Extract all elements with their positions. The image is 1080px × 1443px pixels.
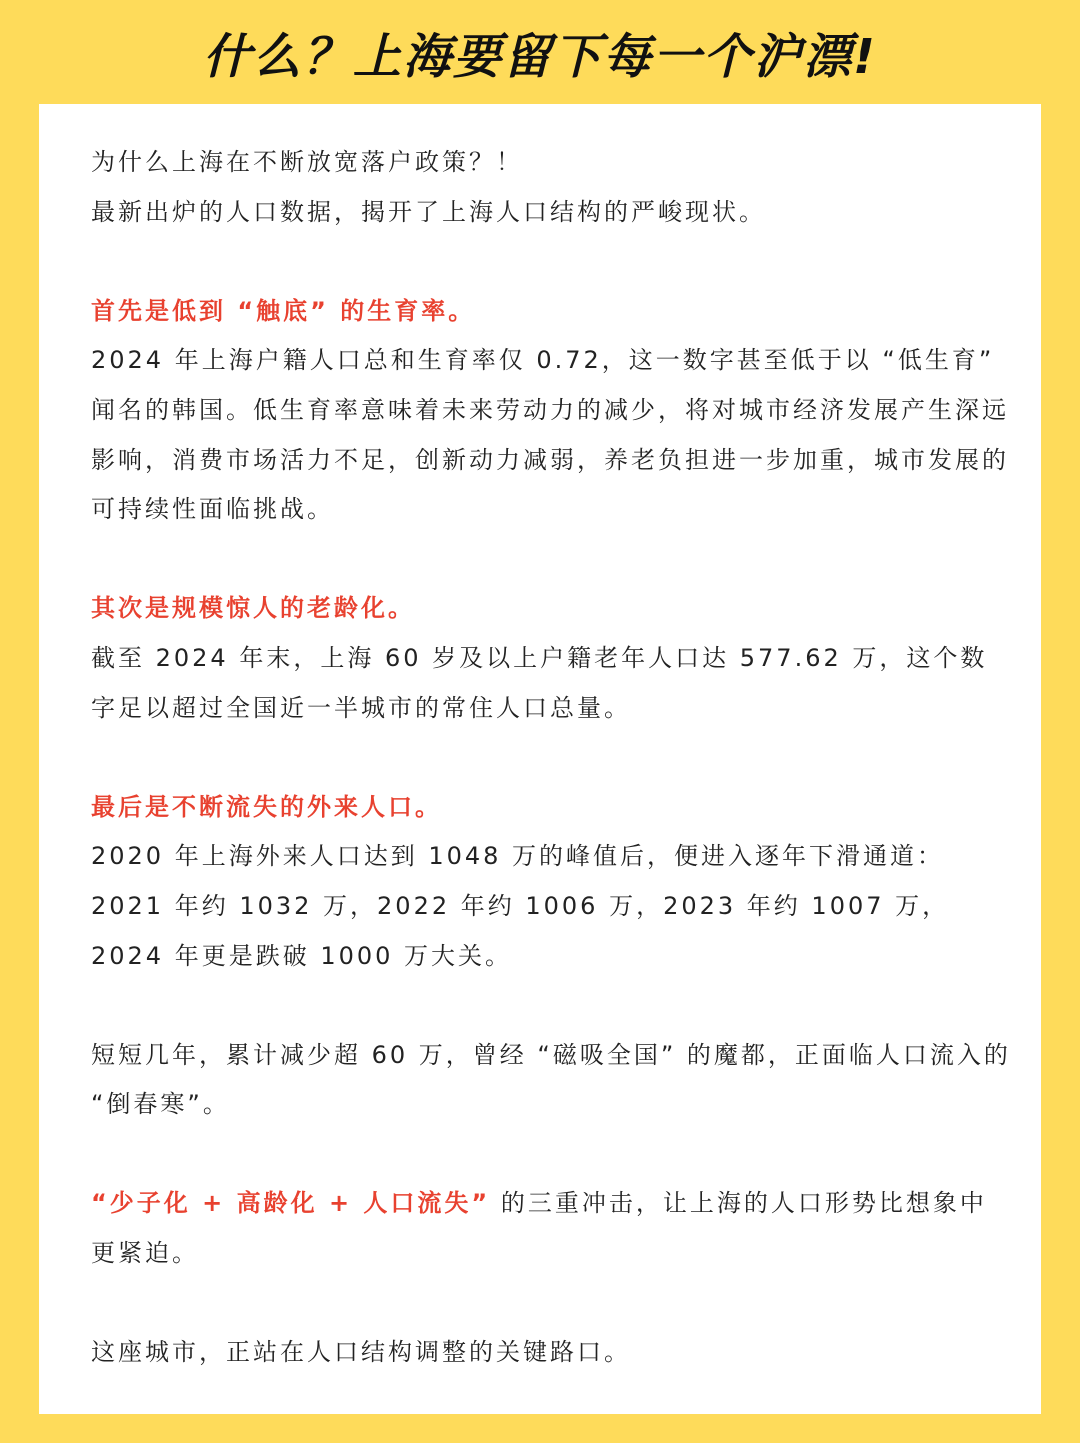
summary-paragraph-1: 短短几年，累计减少超 60 万，曾经 “磁吸全国” 的魔都，正面临人口流入的 “倒春寒”。: [91, 1040, 1011, 1119]
section-2-heading: 其次是规模惊人的老龄化。: [91, 594, 415, 623]
article-body: [91, 138, 1011, 1378]
page-title: 什么？上海要留下每一个沪漂!: [203, 29, 877, 85]
spacer: [91, 237, 1011, 287]
spacer: [91, 535, 1011, 585]
section-3-heading: 最后是不断流失的外来人口。: [91, 792, 442, 821]
section-1-heading: 首先是低到 “触底” 的生育率。: [91, 296, 476, 325]
content-card: [39, 104, 1041, 1414]
summary-highlight: “少子化 + 高龄化 + 人口流失”: [91, 1189, 491, 1218]
spacer: [91, 1279, 1011, 1329]
spacer: [91, 733, 1011, 783]
section-3-body: 2020 年上海外来人口达到 1048 万的峰值后，便进入逐年下滑通道：2021 年约 1032 万，2022 年约 1006 万，2023 年约 1007 万，2024 年更是跌破 1000 万大关。: [91, 842, 950, 970]
intro-line-2: 最新出炉的人口数据，揭开了上海人口结构的严峻现状。: [91, 197, 766, 226]
summary-paragraph-2: [91, 1179, 1011, 1278]
section-1-body: 2024 年上海户籍人口总和生育率仅 0.72，这一数字甚至低于以 “低生育” 闻名的韩国。低生育率意味着未来劳动力的减少，将对城市经济发展产生深远影响，消费市场活力不足，创新动力减弱，养老负担进一步加重，城市发展的可持续性面临挑战。: [91, 346, 1009, 524]
spacer: [91, 981, 1011, 1031]
spacer: [91, 1130, 1011, 1180]
closing-line: 这座城市，正站在人口结构调整的关键路口。: [91, 1338, 631, 1367]
section-2-body: 截至 2024 年末，上海 60 岁及以上户籍老年人口达 577.62 万，这个数字足以超过全国近一半城市的常住人口总量。: [91, 643, 988, 722]
intro-line-1: 为什么上海在不断放宽落户政策？！: [91, 148, 523, 176]
summary-rest: 的三重冲击，让上海的人口形势比想象中更紧迫。: [91, 1189, 987, 1268]
